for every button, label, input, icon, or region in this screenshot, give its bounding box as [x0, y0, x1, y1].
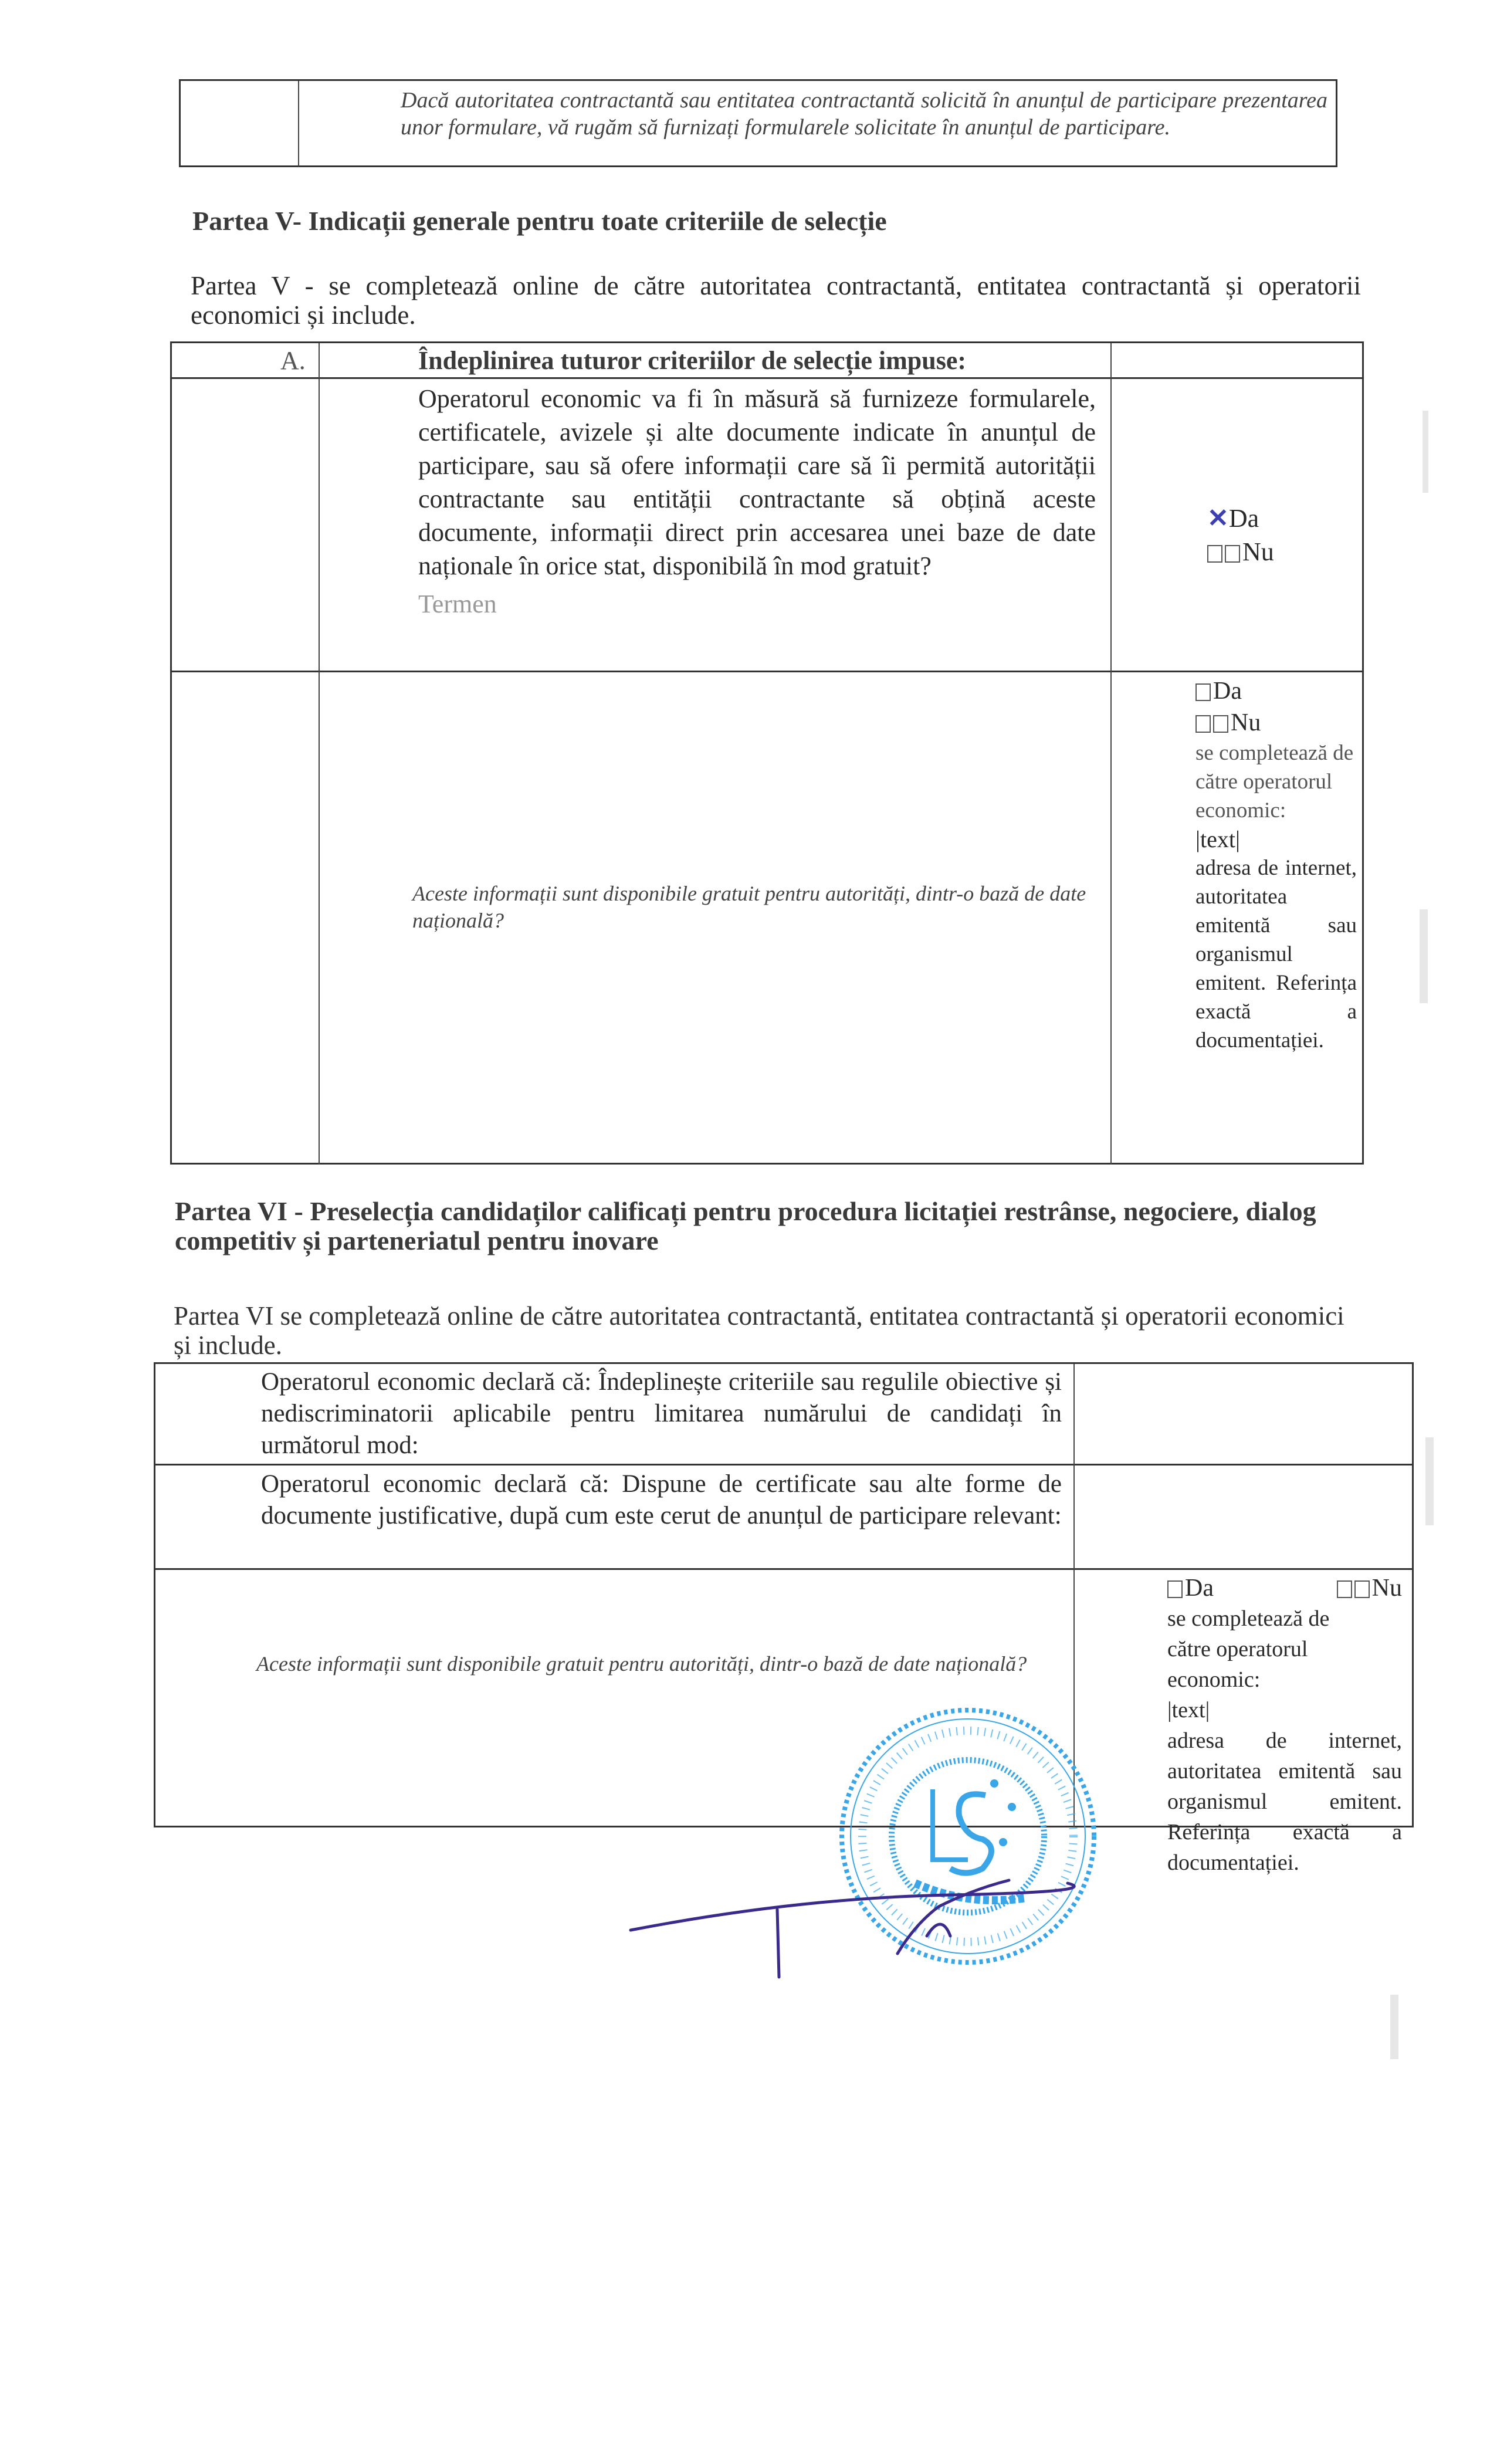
part6-heading: Partea VI - Preselecția candidaților calificați pentru procedura licitației restrânse, negociere, dialog competitiv și parteneriatul pentru inovare: [175, 1196, 1316, 1255]
row1-term: Termen: [418, 590, 497, 618]
row2-note2: adresa de internet, autoritatea emitentă sau organismul emitent. Referința exactă a documentației.: [1195, 856, 1357, 1052]
row1-no-option[interactable]: Nu: [1207, 535, 1274, 568]
signature: [622, 1866, 1103, 1983]
scan-artifact: [1390, 1995, 1398, 2059]
row3-yes-option[interactable]: Da: [1167, 1573, 1214, 1603]
row3-note: se completează de către operatorul economic:: [1167, 1606, 1330, 1692]
scan-artifact: [1425, 1437, 1434, 1525]
header-title: Îndeplinirea tuturor criteriilor de selecție impuse:: [418, 346, 967, 375]
row2-note: se completează de către operatorul economic:: [1195, 741, 1354, 823]
row-divider: [155, 1464, 1413, 1465]
row1-question-cell: [418, 382, 1096, 621]
scan-artifact: [1420, 909, 1428, 1003]
row3-text-field[interactable]: |text|: [1167, 1698, 1210, 1722]
row2-no-option[interactable]: Nu: [1195, 707, 1357, 739]
row2-question: Aceste informații sunt disponibile gratuit pentru autorități, dintr-o bază de date națională?: [412, 882, 1086, 932]
part6-intro: Partea VI se completează online de către autoritatea contractantă, entitatea contractantă și operatorii economici și include.: [174, 1301, 1344, 1360]
header-divider: [172, 377, 1363, 379]
col-divider-1: [319, 343, 320, 1165]
star-icon: [1008, 1803, 1016, 1811]
part6-table: [154, 1362, 1414, 1875]
row-divider: [172, 671, 1363, 672]
row-divider: [155, 1568, 1413, 1570]
header-letter: A.: [280, 346, 306, 375]
part5-heading: Partea V- Indicații generale pentru toate criteriile de selecție: [192, 206, 887, 236]
info-box-text: Dacă autoritatea contractantă sau entitatea contractantă solicită în anunțul de participare prezentarea unor formulare, vă rugăm să furnizați formularele solicitate în anunțul de participare.: [401, 88, 1327, 140]
row1-question: Operatorul economic va fi în măsură să furnizeze formularele, certificatele, avizele și alte documente indicate în anunțul de participare, sau să ofere informații care să îi permită autorității contractante sau entității contractante să obțină aceste documente, informații direct prin accesarea unei baze de date naționale în orice stat, disponibilă în mod gratuit?: [418, 384, 1096, 580]
part5-intro: Partea V - se completează online de către autoritatea contractantă, entitatea contractantă și operatorii economici și include.: [191, 271, 1361, 330]
checkbox-icon[interactable]: [1337, 1580, 1352, 1598]
part6-row3-question: Aceste informații sunt disponibile gratuit pentru autorități, dintr-o bază de date națională?: [256, 1652, 1027, 1676]
checkbox-icon[interactable]: [1225, 545, 1240, 563]
row2-answer: [1195, 675, 1357, 1055]
part5-table: [170, 341, 1364, 1165]
part6-row3-answer: [1167, 1573, 1402, 1878]
row1-yes-option[interactable]: ✕Da: [1207, 504, 1259, 533]
row3-note2: adresa de internet, autoritatea emitentă sau organismul emitent. Referința exactă a documentației.: [1167, 1728, 1402, 1875]
part6-row1: Operatorul economic declară că: Îndeplinește criteriile sau regulile obiective și nediscriminatorii aplicabile pentru limitarea numărului de candidați în următorul mod:: [261, 1368, 1062, 1459]
box-divider: [298, 81, 299, 167]
checkbox-icon[interactable]: [1354, 1580, 1370, 1598]
row2-text-field[interactable]: |text|: [1195, 826, 1240, 852]
checkbox-checked-icon[interactable]: ✕: [1207, 504, 1229, 533]
row1-answer: [1207, 502, 1274, 568]
scan-artifact: [1423, 411, 1428, 493]
checkbox-icon[interactable]: [1167, 1580, 1183, 1598]
row2-yes-option[interactable]: Da: [1195, 675, 1357, 707]
col-divider-2: [1110, 343, 1112, 1165]
checkbox-icon[interactable]: [1195, 715, 1211, 733]
checkbox-icon[interactable]: [1213, 715, 1228, 733]
checkbox-icon[interactable]: [1207, 545, 1222, 563]
part6-row2: Operatorul economic declară că: Dispune de certificate sau alte forme de documente justificative, după cum este cerut de anunțul de participare relevant:: [261, 1470, 1062, 1529]
info-box: [179, 79, 1337, 167]
row3-no-option[interactable]: Nu: [1337, 1573, 1402, 1603]
star-icon: [999, 1838, 1007, 1846]
star-icon: [990, 1779, 998, 1788]
checkbox-icon[interactable]: [1195, 683, 1211, 701]
